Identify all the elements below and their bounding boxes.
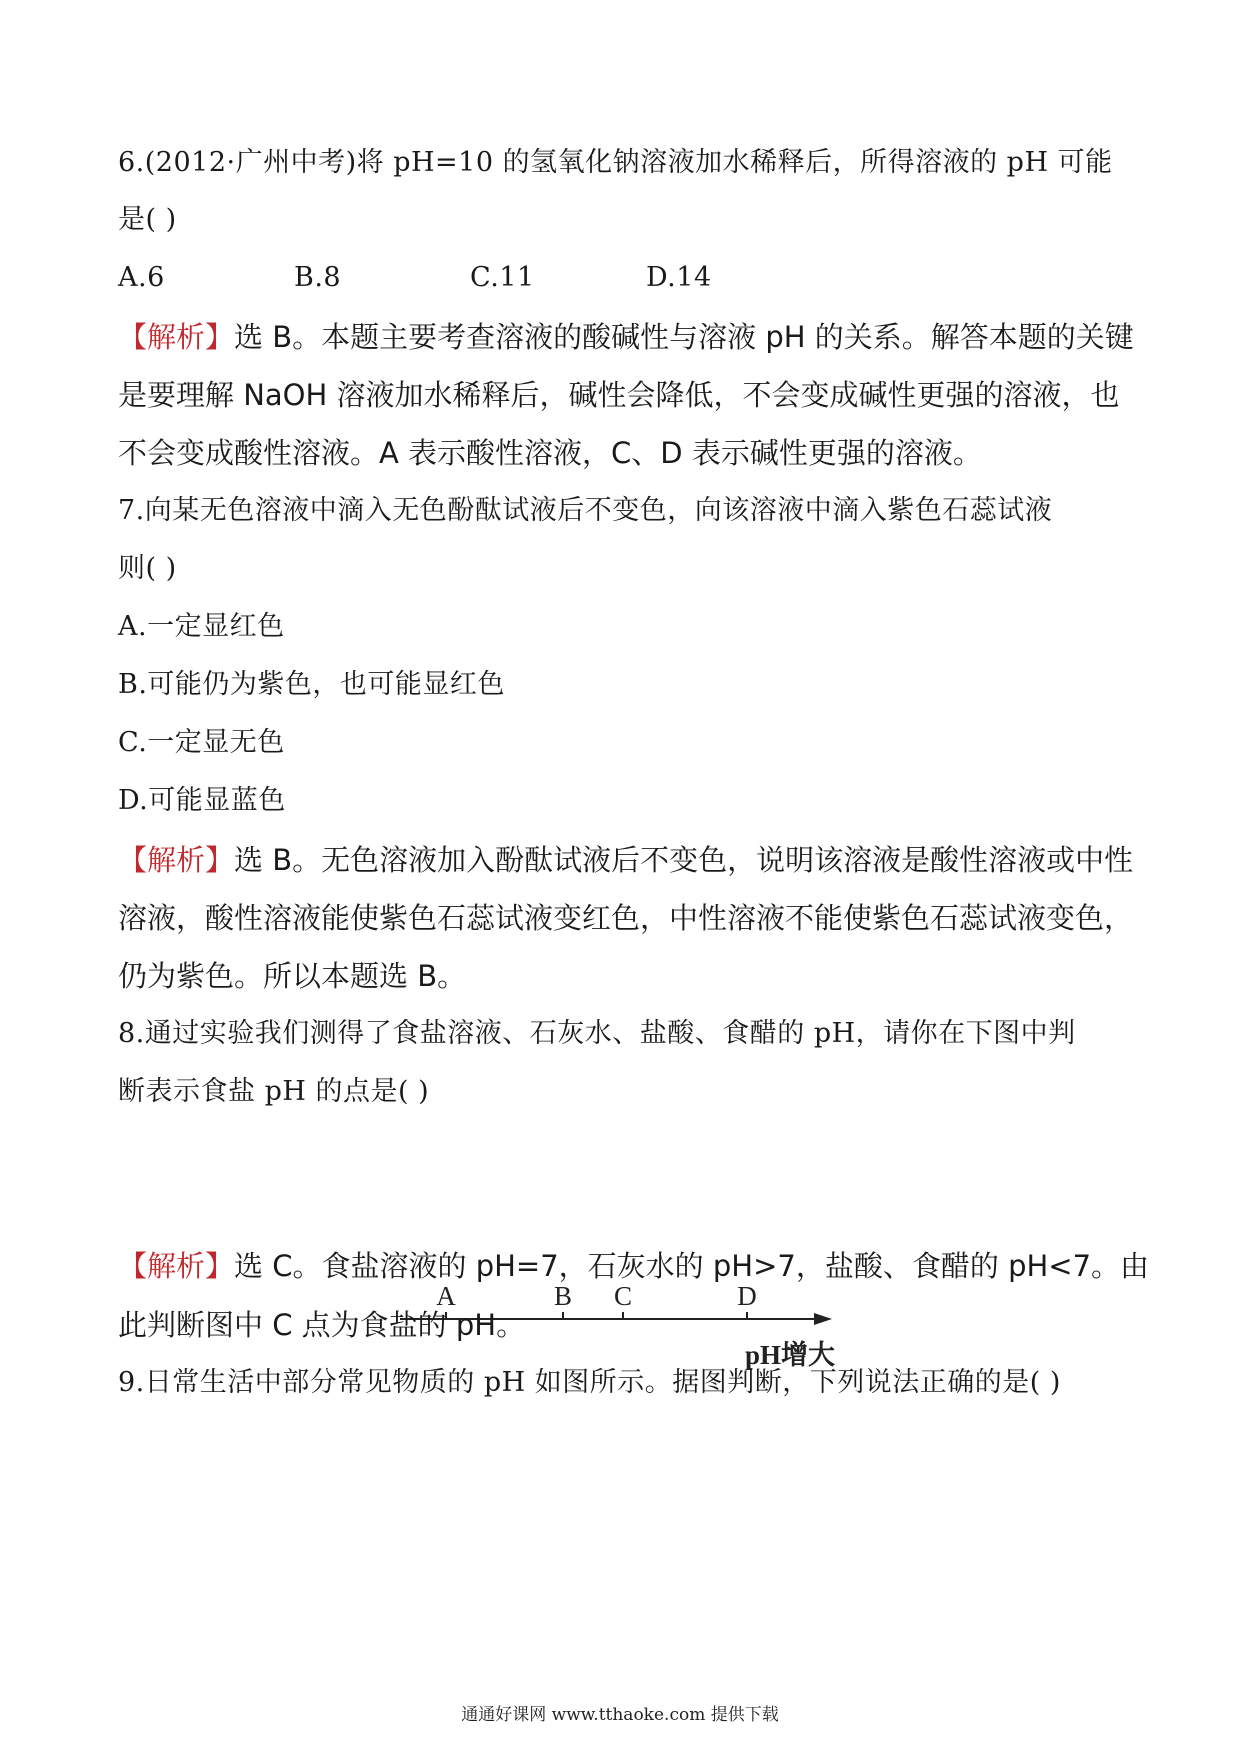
- q6-analysis-line-3: 不会变成酸性溶液。A 表示酸性溶液，C、D 表示碱性更强的溶液。: [118, 436, 982, 470]
- q6-option-d: D.14: [646, 262, 712, 293]
- q8-analysis-line-2: 此判断图中 C 点为食盐的 pH。: [118, 1308, 526, 1342]
- page-footer: 通通好课网 www.tthaoke.com 提供下载: [461, 1705, 779, 1725]
- q7-stem-line-2: 则( ): [118, 553, 177, 584]
- q8-stem-line-1: 8.通过实验我们测得了食盐溶液、石灰水、盐酸、食醋的 pH，请你在下图中判: [118, 1018, 1076, 1049]
- q7-option-c: C.一定显无色: [118, 727, 285, 758]
- q6-option-b: B.8: [294, 262, 342, 293]
- q7-stem-line-1: 7.向某无色溶液中滴入无色酚酞试液后不变色，向该溶液中滴入紫色石蕊试液: [118, 495, 1053, 526]
- q6-stem-line-2: 是( ): [118, 204, 177, 235]
- analysis-tag: 【解析】: [118, 1249, 235, 1283]
- q6-option-c: C.11: [470, 262, 535, 293]
- q7-option-b: B.可能仍为紫色，也可能显红色: [118, 669, 505, 700]
- q6-analysis-line-1: [118, 317, 1134, 357]
- q7-option-a: A.一定显红色: [118, 611, 285, 642]
- q7-analysis-text-1: 选 B。无色溶液加入酚酞试液后不变色，说明该溶液是酸性溶液或中性: [234, 843, 1134, 877]
- q6-option-a: A.6: [118, 262, 165, 293]
- q8-analysis-text-1: 选 C。食盐溶液的 pH=7，石灰水的 pH>7，盐酸、食醋的 pH<7。由: [234, 1249, 1150, 1283]
- point-label-d: D: [737, 1281, 757, 1311]
- q6-options: [118, 258, 1128, 298]
- analysis-tag: 【解析】: [118, 320, 235, 354]
- q6-analysis-text-1: 选 B。本题主要考查溶液的酸碱性与溶液 pH 的关系。解答本题的关键: [234, 320, 1134, 354]
- q9-stem-line-1: 9.日常生活中部分常见物质的 pH 如图所示。据图判断，下列说法正确的是( ): [118, 1367, 1061, 1398]
- q7-analysis-line-2: 溶液，酸性溶液能使紫色石蕊试液变红色，中性溶液不能使紫色石蕊试液变色，: [118, 901, 1134, 935]
- point-label-b: B: [553, 1281, 573, 1311]
- q7-analysis-line-3: 仍为紫色。所以本题选 B。: [118, 959, 467, 993]
- q8-stem-line-2: 断表示食盐 pH 的点是( ): [118, 1076, 430, 1107]
- point-label-c: C: [613, 1281, 633, 1311]
- q6-analysis-line-2: 是要理解 NaOH 溶液加水稀释后，碱性会降低，不会变成碱性更强的溶液，也: [118, 378, 1120, 412]
- q7-analysis-line-1: [118, 840, 1134, 880]
- q8-analysis-line-1: [118, 1246, 1150, 1286]
- point-label-a: A: [436, 1281, 456, 1311]
- analysis-tag: 【解析】: [118, 843, 235, 877]
- q6-stem-line-1: 6.(2012·广州中考)将 pH=10 的氢氧化钠溶液加水稀释后，所得溶液的 pH 可能: [118, 147, 1113, 178]
- q7-option-d: D.可能显蓝色: [118, 785, 286, 816]
- axis-label-ph: pH增大: [744, 1340, 836, 1370]
